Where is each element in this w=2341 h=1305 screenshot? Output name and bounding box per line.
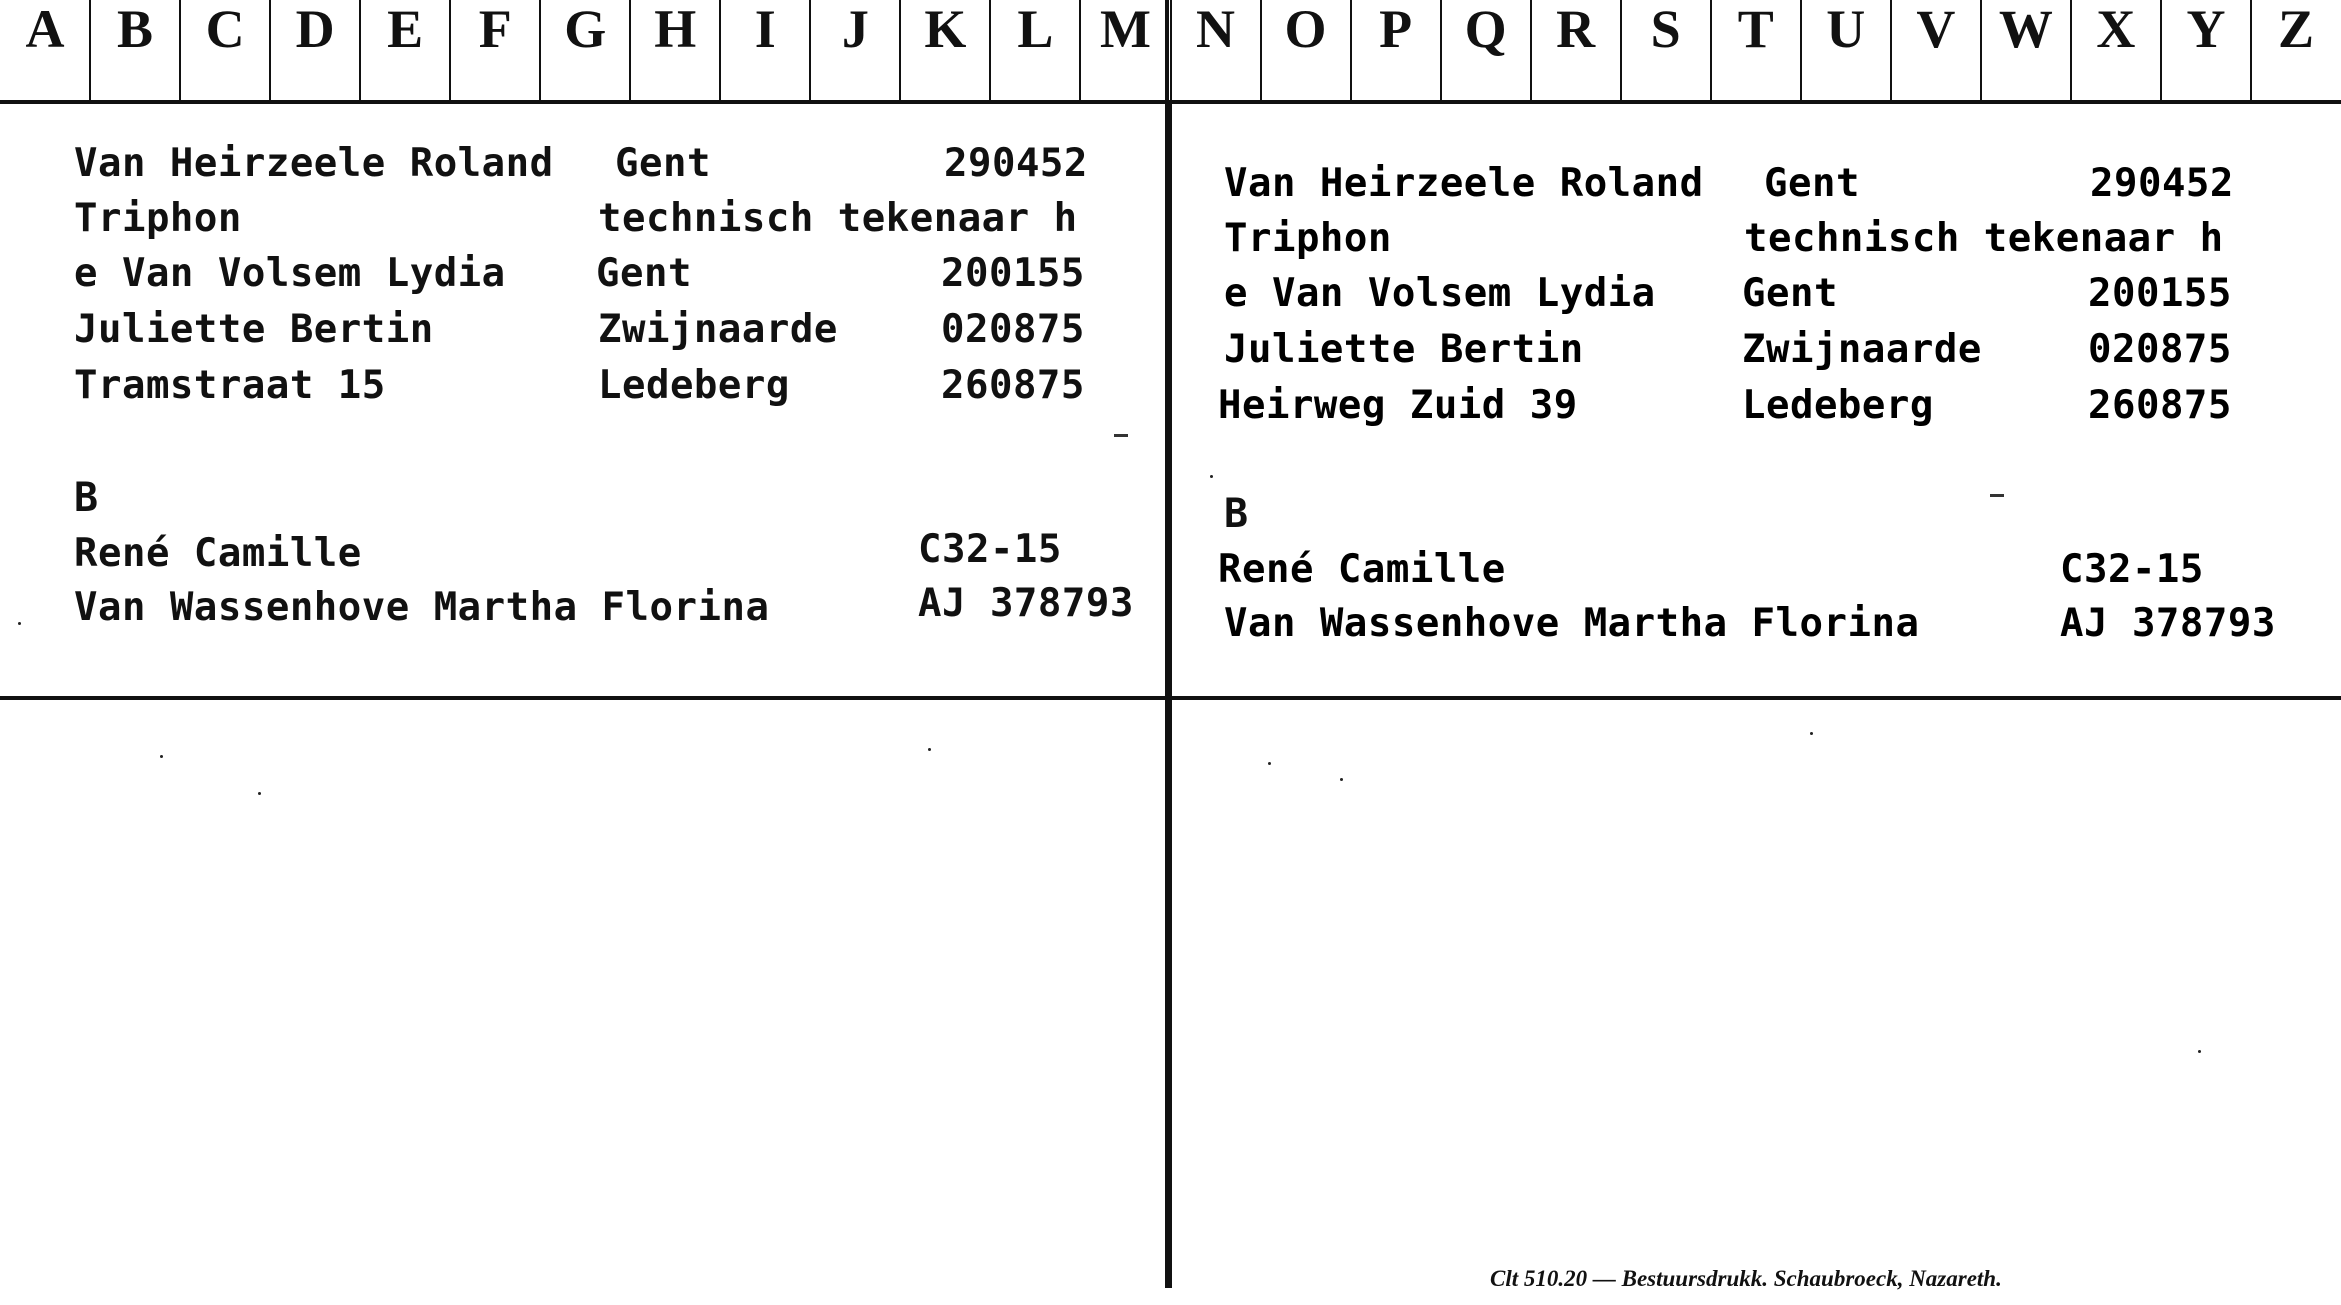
index-letter-n: N <box>1196 0 1236 59</box>
index-letter-u: U <box>1826 0 1866 59</box>
index-letter-e: E <box>387 0 424 59</box>
index-separator <box>1440 0 1442 100</box>
left-row-0-place: Gent <box>615 141 711 186</box>
index-separator <box>1530 0 1532 100</box>
right-row-4-date: 260875 <box>2088 383 2232 428</box>
scan-speck <box>1340 778 1343 781</box>
index-separator <box>449 0 451 100</box>
scan-speck <box>18 622 21 625</box>
right-row-3-place: Zwijnaarde <box>1742 327 1982 372</box>
right-section-row-0-code: C32-15 <box>2060 547 2204 592</box>
left-row-2-place: Gent <box>596 251 692 296</box>
right-row-2-place: Gent <box>1742 271 1838 316</box>
right-row-0-name: Van Heirzeele Roland <box>1224 161 1704 206</box>
left-row-0-name: Van Heirzeele Roland <box>74 141 554 186</box>
left-section-row-1-code: AJ 378793 <box>918 581 1134 626</box>
scan-speck <box>2198 1050 2201 1053</box>
index-separator <box>2070 0 2072 100</box>
index-separator <box>989 0 991 100</box>
scan-speck <box>160 755 163 758</box>
index-letter-h: H <box>654 0 697 59</box>
index-letter-q: Q <box>1464 0 1507 59</box>
scan-speck <box>928 748 931 751</box>
index-separator <box>2160 0 2162 100</box>
index-letter-b: B <box>117 0 154 59</box>
left-row-1-occupation: technisch tekenaar h <box>598 196 1078 241</box>
scan-speck <box>1810 732 1813 735</box>
left-section-row-0-code: C32-15 <box>918 527 1062 572</box>
index-center-mark <box>1165 0 1169 104</box>
index-letter-s: S <box>1650 0 1681 59</box>
index-separator <box>1079 0 1081 100</box>
index-letter-c: C <box>205 0 245 59</box>
right-section-row-1-name: Van Wassenhove Martha Florina <box>1224 601 1920 646</box>
index-letter-t: T <box>1737 0 1774 59</box>
index-letter-m: M <box>1099 0 1151 59</box>
scan-mark <box>1990 494 2004 497</box>
left-section-row-0-name: René Camille <box>74 531 362 576</box>
index-letter-r: R <box>1556 0 1596 59</box>
right-row-0-place: Gent <box>1764 161 1860 206</box>
left-section-letter: B <box>74 475 99 521</box>
left-row-1-name: Triphon <box>74 196 242 241</box>
left-row-2-name: e Van Volsem Lydia <box>74 251 506 296</box>
left-row-3-name: Juliette Bertin <box>74 307 434 352</box>
index-letter-i: I <box>754 0 776 59</box>
index-letter-g: G <box>564 0 607 59</box>
left-row-3-place: Zwijnaarde <box>598 307 838 352</box>
scan-speck <box>258 792 261 795</box>
index-letter-o: O <box>1284 0 1327 59</box>
right-row-3-name: Juliette Bertin <box>1224 327 1584 372</box>
index-separator <box>359 0 361 100</box>
right-row-4-address: Heirweg Zuid 39 <box>1218 383 1578 428</box>
right-section-letter: B <box>1224 491 1249 537</box>
index-letter-a: A <box>25 0 65 59</box>
scan-speck <box>1210 475 1213 478</box>
record-bottom-rule <box>0 696 2341 700</box>
left-row-4-place: Ledeberg <box>598 363 790 408</box>
index-separator <box>1710 0 1712 100</box>
index-separator <box>539 0 541 100</box>
left-row-4-address: Tramstraat 15 <box>74 363 386 408</box>
index-separator <box>809 0 811 100</box>
right-row-2-name: e Van Volsem Lydia <box>1224 271 1656 316</box>
right-row-2-date: 200155 <box>2088 271 2232 316</box>
index-separator <box>1350 0 1352 100</box>
index-letter-y: Y <box>2186 0 2226 59</box>
right-row-0-date: 290452 <box>2090 161 2234 206</box>
left-row-4-date: 260875 <box>941 363 1085 408</box>
index-separator <box>269 0 271 100</box>
right-section-row-0-name: René Camille <box>1218 547 1506 592</box>
left-row-3-date: 020875 <box>941 307 1085 352</box>
right-row-4-place: Ledeberg <box>1742 383 1934 428</box>
index-separator <box>1260 0 1262 100</box>
left-row-2-date: 200155 <box>941 251 1085 296</box>
index-separator <box>1620 0 1622 100</box>
index-separator <box>89 0 91 100</box>
index-separator <box>179 0 181 100</box>
index-separator <box>719 0 721 100</box>
index-letter-x: X <box>2096 0 2136 59</box>
index-letter-d: D <box>295 0 335 59</box>
left-section-row-1-name: Van Wassenhove Martha Florina <box>74 585 770 630</box>
center-divider <box>1165 100 1172 1288</box>
index-letter-p: P <box>1379 0 1413 59</box>
index-letter-f: F <box>478 0 512 59</box>
alphabet-index-strip <box>0 0 2341 104</box>
index-separator <box>1800 0 1802 100</box>
index-letter-k: K <box>924 0 967 59</box>
index-separator <box>1980 0 1982 100</box>
scan-speck <box>1268 762 1271 765</box>
right-row-3-date: 020875 <box>2088 327 2232 372</box>
index-separator <box>629 0 631 100</box>
right-record-card <box>1172 104 2341 696</box>
index-letter-w: W <box>1998 0 2053 59</box>
index-letter-l: L <box>1017 0 1054 59</box>
index-separator <box>1890 0 1892 100</box>
index-separator <box>2250 0 2252 100</box>
index-letter-j: J <box>841 0 869 59</box>
left-record-card <box>0 104 1165 696</box>
index-letter-v: V <box>1916 0 1956 59</box>
printer-imprint: Clt 510.20 — Bestuursdrukk. Schaubroeck, Nazareth. <box>1490 1266 2002 1291</box>
index-letter-z: Z <box>2277 0 2314 59</box>
index-separator <box>899 0 901 100</box>
left-row-0-date: 290452 <box>944 141 1088 186</box>
scan-mark <box>1114 434 1128 437</box>
right-row-1-name: Triphon <box>1224 216 1392 261</box>
right-row-1-occupation: technisch tekenaar h <box>1744 216 2224 261</box>
index-separator <box>1170 0 1172 100</box>
right-section-row-1-code: AJ 378793 <box>2060 601 2276 646</box>
